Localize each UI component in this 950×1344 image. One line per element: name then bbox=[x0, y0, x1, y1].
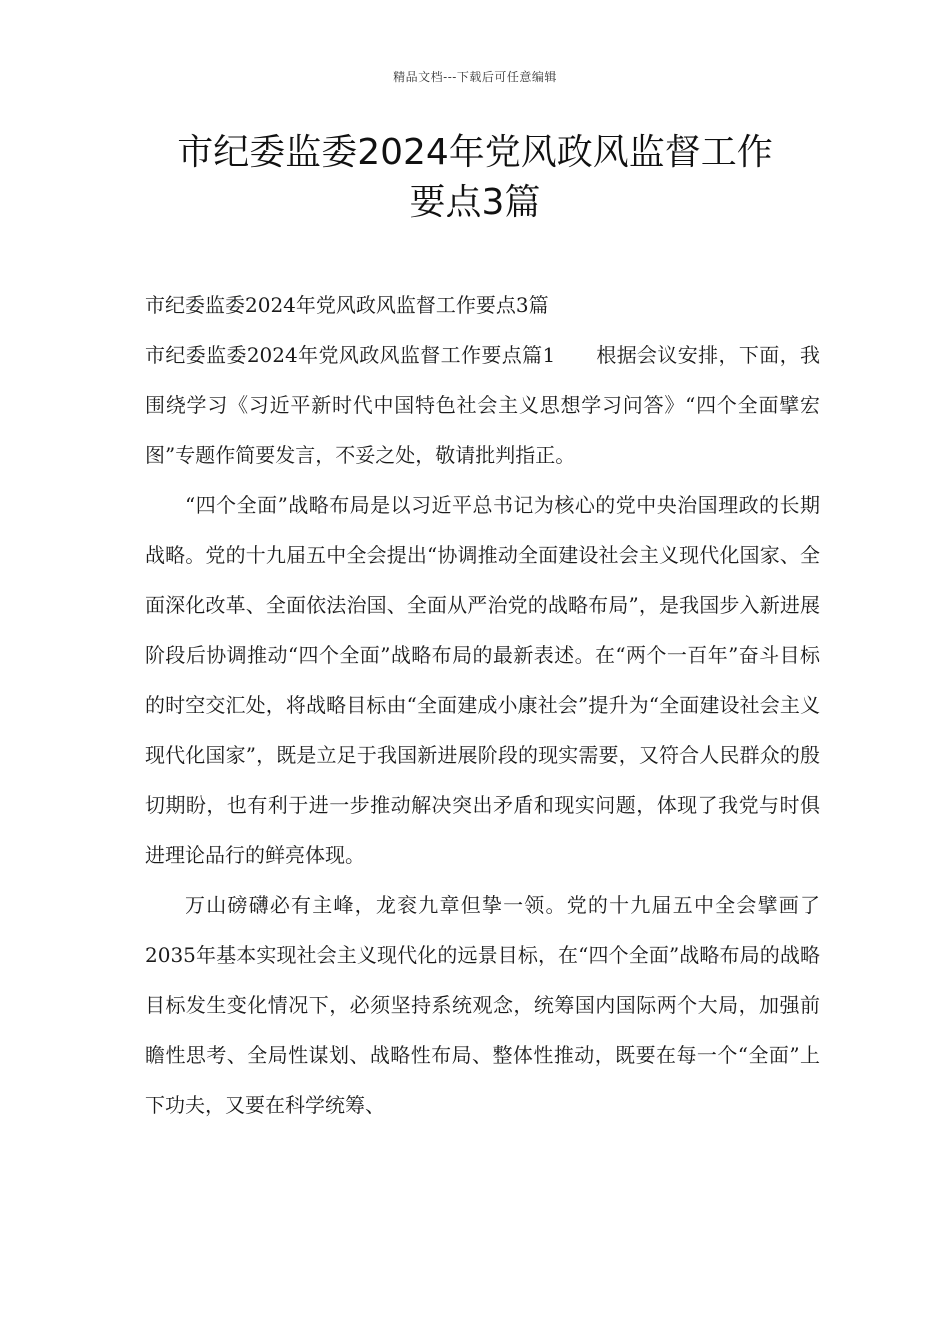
paragraph-1: 市纪委监委2024年党风政风监督工作要点篇1 根据会议安排，下面，我围绕学习《习近平新时代中国特色社会主义思想学习问答》“四个全面擘宏图”专题作简要发言，不妥之处，敬请批判指正。 bbox=[145, 343, 820, 467]
paragraph-2: “四个全面”战略布局是以习近平总书记为核心的党中央治国理政的长期战略。党的十九届五中全会提出“协调推动全面建设社会主义现代化国家、全面深化改革、全面依法治国、全面从严治党的战略布局”，是我国步入新进展阶段后协调推动“四个全面”战略布局的最新表述。在“两个一百年”奋斗目标的时空交汇处，将战略目标由“全面建成小康社会”提升为“全面建设社会主义现代化国家”，既是立足于我国新进展阶段的现实需要，又符合人民群众的殷切期盼，也有利于进一步推动解决突出矛盾和现实问题，体现了我党与时俱进理论品行的鲜亮体现。 bbox=[145, 493, 820, 867]
document-body bbox=[145, 280, 820, 1130]
document-title bbox=[100, 128, 850, 228]
subtitle-line: 市纪委监委2024年党风政风监督工作要点3篇 bbox=[145, 293, 549, 317]
header-note: 精品文档---下载后可任意编辑 bbox=[393, 70, 557, 84]
title-line-1: 市纪委监委2024年党风政风监督工作 bbox=[177, 132, 773, 173]
title-line-2: 要点3篇 bbox=[409, 182, 541, 223]
paragraph-3: 万山磅礴必有主峰，龙衮九章但挚一领。党的十九届五中全会擘画了2035年基本实现社会主义现代化的远景目标，在“四个全面”战略布局的战略目标发生变化情况下，必须坚持系统观念，统筹国内国际两个大局，加强前瞻性思考、全局性谋划、战略性布局、整体性推动，既要在每一个“全面”上下功夫，又要在科学统筹、 bbox=[145, 893, 820, 1117]
